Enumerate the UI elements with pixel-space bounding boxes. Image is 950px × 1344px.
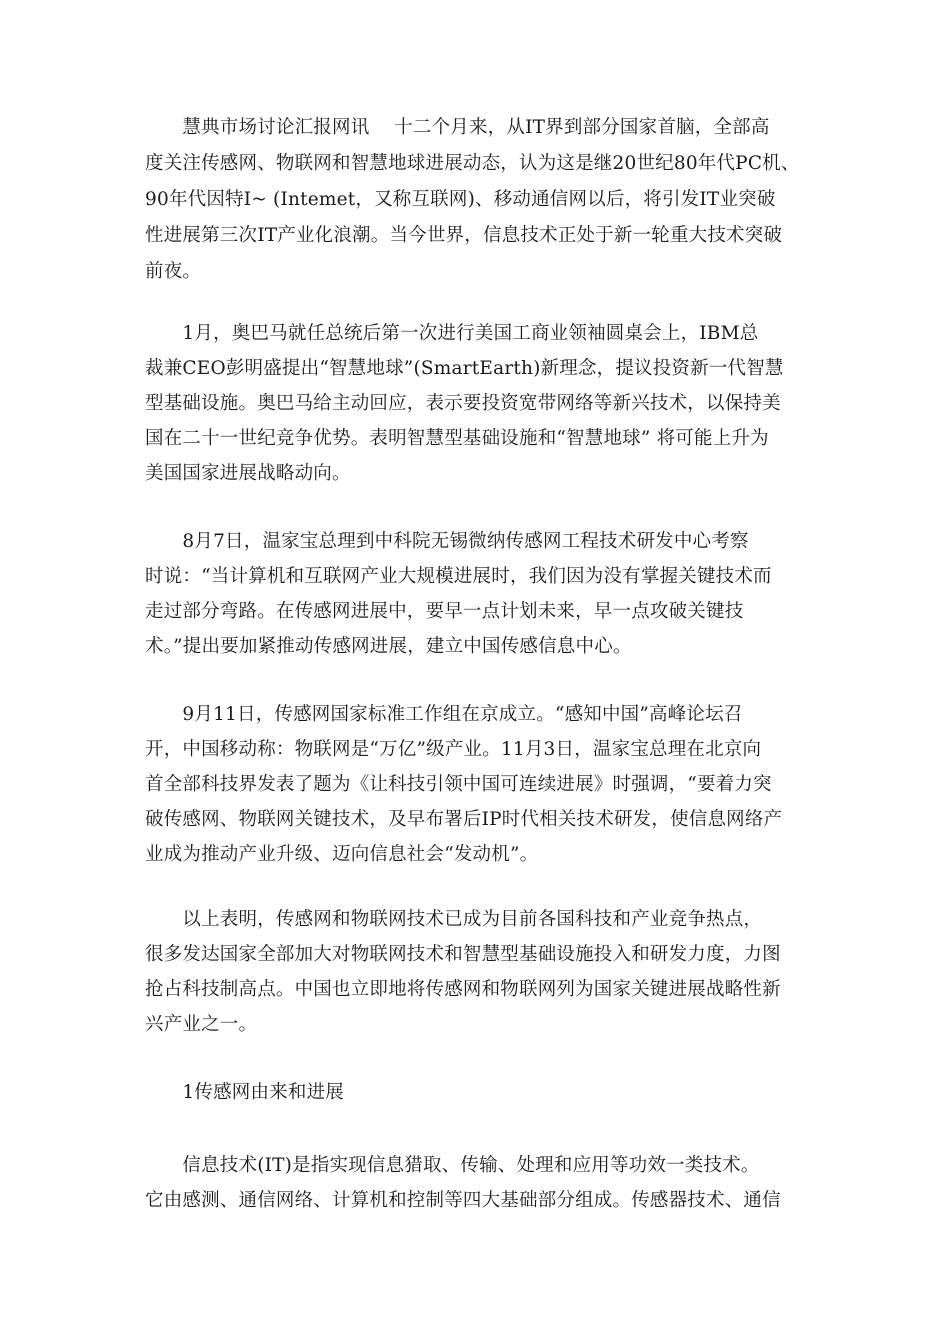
paragraph-5-line-3: 抢占科技制高点。中国也立即地将传感网和物联网列为国家关键进展战略性新 (145, 979, 781, 1000)
paragraph-1-line-4: 性进展第三次IT产业化浪潮。当今世界，信息技术正处于新一轮重大技术突破 (145, 225, 783, 246)
paragraph-4-line-4: 破传感网、物联网关键技术，及早布署后IP时代相关技术研发，使信息网络产 (145, 809, 783, 830)
paragraph-5-line-1: 以上表明，传感网和物联网技术已成为目前各国科技和产业竞争热点， (145, 909, 763, 930)
paragraph-5-line-4: 兴产业之一。 (145, 1014, 258, 1035)
paragraph-1-line-5: 前夜。 (145, 261, 202, 282)
paragraph-3-line-2: 时说：“当计算机和互联网产业大规模进展时，我们因为没有掌握关键技术而 (145, 566, 772, 587)
paragraph-5-line-2: 很多发达国家全部加大对物联网技术和智慧型基础设施投入和研发力度，力图 (145, 944, 781, 965)
section-heading: 1传感网由来和进展 (145, 1082, 344, 1103)
paragraph-2-line-4: 国在二十一世纪竞争优势。表明智慧型基础设施和“智慧地球” 将可能上升为 (145, 428, 769, 449)
paragraph-4-line-2: 开，中国移动称：物联网是“万亿”级产业。11月3日，温家宝总理在北京向 (145, 739, 762, 760)
paragraph-2-line-5: 美国国家进展战略动向。 (145, 463, 351, 484)
paragraph-4-line-3: 首全部科技界发表了题为《让科技引领中国可连续进展》时强调，“要着力突 (145, 774, 772, 795)
paragraph-2-line-1: 1月，奥巴马就任总统后第一次进行美国工商业领袖圆桌会上，IBM总 (145, 323, 759, 344)
paragraph-1-line-1: 慧典市场讨论汇报网讯 十二个月来，从IT界到部分国家首脑，全部高 (145, 117, 770, 138)
paragraph-1-line-3: 90年代因特I~ (Intemet，又称互联网)、移动通信网以后，将引发IT业突破 (145, 189, 776, 210)
paragraph-2-line-3: 型基础设施。奥巴马给主动回应，表示要投资宽带网络等新兴技术，以保持美 (145, 393, 781, 414)
paragraph-3-line-1: 8月7日，温家宝总理到中科院无锡微纳传感网工程技术研发中心考察 (145, 531, 749, 552)
paragraph-7-line-1: 信息技术(IT)是指实现信息猎取、传输、处理和应用等功效一类技术。 (145, 1155, 760, 1176)
paragraph-3-line-4: 术。”提出要加紧推动传感网进展，建立中国传感信息中心。 (145, 636, 632, 657)
paragraph-4-line-5: 业成为推动产业升级、迈向信息社会“发动机”。 (145, 844, 539, 865)
paragraph-1-line-2: 度关注传感网、物联网和智慧地球进展动态，认为这是继20世纪80年代PC机、 (145, 153, 800, 174)
paragraph-7-line-2: 它由感测、通信网络、计算机和控制等四大基础部分组成。传感器技术、通信 (145, 1190, 781, 1211)
paragraph-4-line-1: 9月11日，传感网国家标准工作组在京成立。“感知中国”高峰论坛召 (145, 704, 743, 725)
paragraph-3-line-3: 走过部分弯路。在传感网进展中，要早一点计划未来，早一点攻破关键技 (145, 601, 744, 622)
paragraph-2-line-2: 裁兼CEO彭明盛提出“智慧地球”(SmartEarth)新理念，提议投资新一代智慧 (145, 358, 784, 379)
